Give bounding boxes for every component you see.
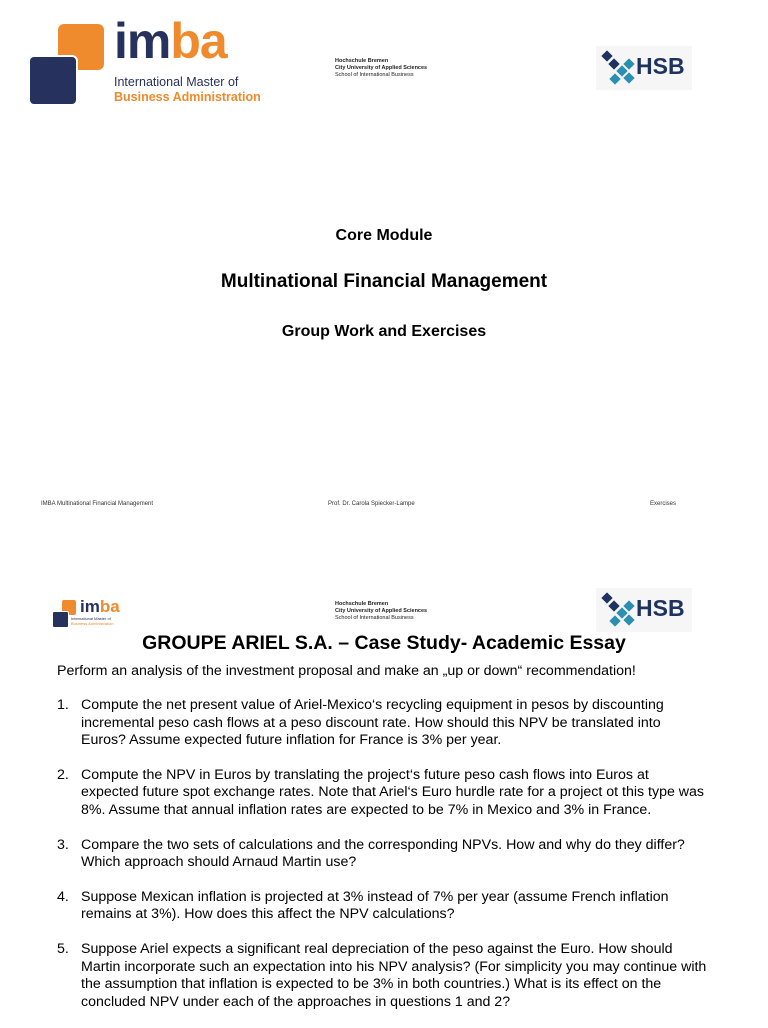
question-item xyxy=(57,697,707,750)
question-item xyxy=(57,941,707,1011)
hsb-logo xyxy=(596,46,692,90)
module-label: Core Module xyxy=(335,227,433,244)
hsb-cross-icon xyxy=(600,50,636,88)
logo-tagline-2: Business Administration xyxy=(114,90,261,104)
logo-wordmark: imba xyxy=(80,597,120,616)
hsb-cross-icon xyxy=(600,592,636,630)
question-text: Suppose Ariel expects a significant real depreciation of the peso against the Euro. How should Martin incorporate such an expectation into his NPV analysis? (For simplicity you may continue with the assumption that inflation is expected to be 3% in both countries.) What is its effect on the concluded NPV under each of the approaches in questions 1 and 2? xyxy=(81,940,707,1010)
logo-tagline-2: Business Administration xyxy=(71,621,114,626)
case-study-title: GROUPE ARIEL S.A. – Case Study- Academic Essay xyxy=(142,632,626,654)
footer-left: IMBA Multinational Financial Management xyxy=(41,501,154,507)
imba-logo-small xyxy=(52,597,124,628)
intro-text: Perform an analysis of the investment proposal and make an „up or down“ recommendation! xyxy=(57,663,636,679)
question-item xyxy=(57,889,707,924)
hsb-logo xyxy=(596,588,692,632)
question-list xyxy=(57,697,707,1028)
logo-navy-square xyxy=(52,611,69,628)
question-text: Compute the net present value of Ariel-Mexico‘s recycling equipment in pesos by discounting incremental peso cash flows at a peso discount rate. How should this NPV be translated into Euros? Assume expected future inflation for France is 3% per year. xyxy=(81,697,664,749)
page-subtitle: Group Work and Exercises xyxy=(281,323,487,340)
school-text-block: Hochschule Bremen City University of Applied Sciences School of International Business xyxy=(335,601,428,621)
question-text: Compute the NPV in Euros by translating the project‘s future peso cash flows into Euros at expected future spot exchange rates. Note that Ariel‘s Euro hurdle rate for a project ot this type was 8%. Assume that annual inflation rates are expected to be 7% in Mexico and 3% in France. xyxy=(81,766,705,818)
footer-right: Exercises xyxy=(650,501,677,507)
question-number: 3. xyxy=(57,836,69,853)
logo-tagline-1: International Master of xyxy=(71,616,111,621)
hsb-label: HSB xyxy=(636,53,685,79)
logo-navy-square xyxy=(28,55,78,106)
logo-wordmark: imba xyxy=(114,13,227,69)
footer-center: Prof. Dr. Carola Spiecker-Lampe xyxy=(328,501,415,507)
question-item xyxy=(57,767,707,820)
question-item xyxy=(57,837,707,872)
question-number: 2. xyxy=(57,766,69,783)
logo-tagline-1: International Master of xyxy=(114,75,239,89)
question-number: 4. xyxy=(57,888,69,905)
question-number: 1. xyxy=(57,697,69,713)
question-text: Suppose Mexican inflation is projected at 3% instead of 7% per year (assume French inflation remains at 3%). How does this affect the NPV calculations? xyxy=(81,888,669,923)
school-text-block: Hochschule Bremen City University of Applied Sciences School of International Business xyxy=(335,58,428,78)
page-title: Multinational Financial Management xyxy=(220,271,548,292)
question-text: Compare the two sets of calculations and the corresponding NPVs. How and why do they differ? Which approach should Arnaud Martin use? xyxy=(81,836,685,871)
question-number: 5. xyxy=(57,940,69,957)
hsb-label: HSB xyxy=(636,595,685,621)
imba-logo xyxy=(28,13,261,108)
